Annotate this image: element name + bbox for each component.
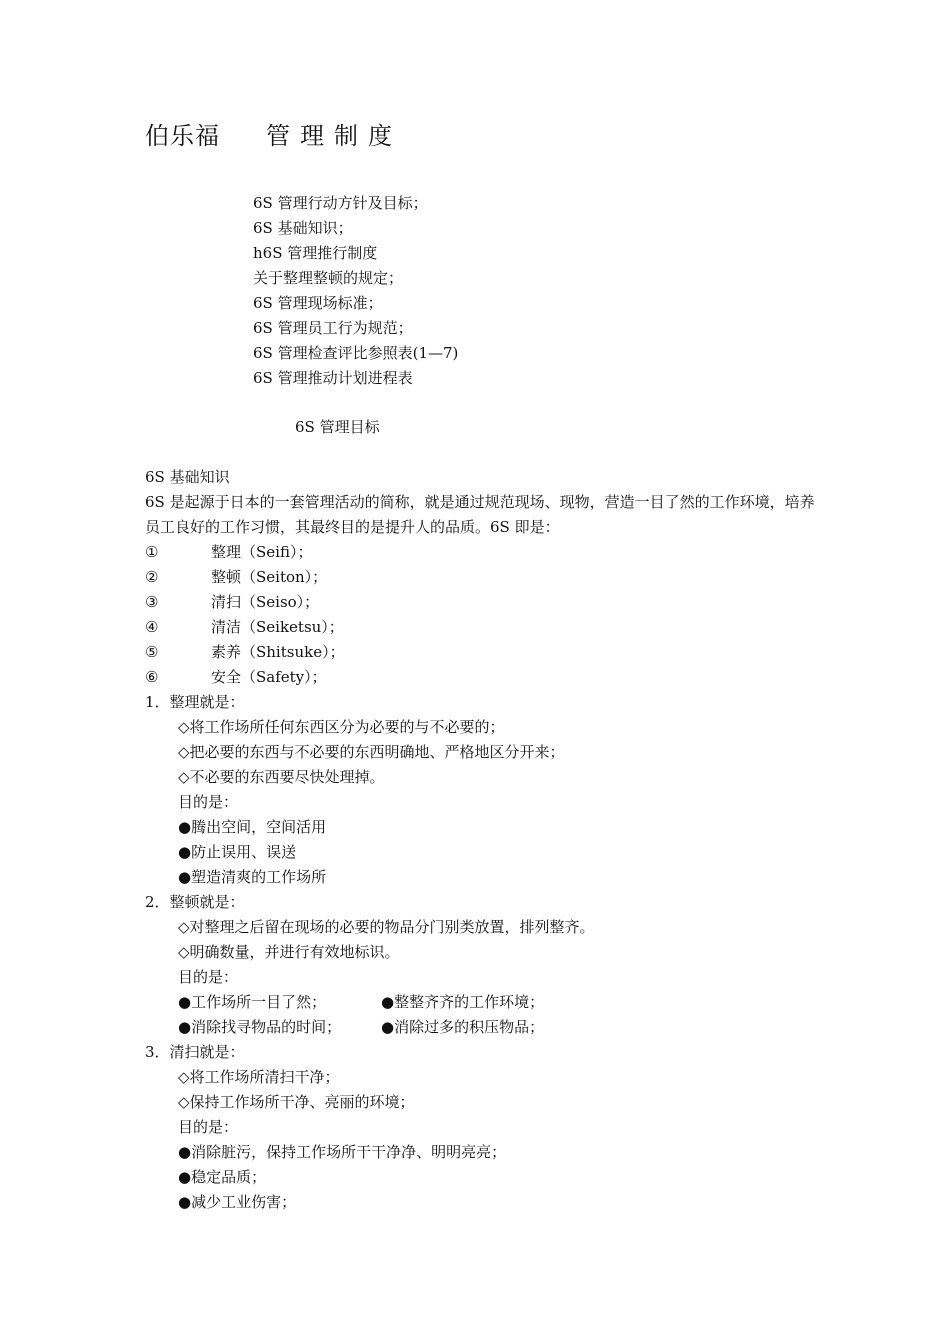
document-body — [145, 465, 815, 1215]
section-2-heading: 2．整顿就是： — [145, 893, 245, 911]
purpose-item: ●消除脏污，保持工作场所干干净净、明明亮亮； — [178, 1143, 507, 1161]
item-text: 清扫（Seiso）； — [211, 593, 320, 611]
purpose-item: ●塑造清爽的工作场所 — [178, 868, 327, 886]
list-item — [145, 665, 815, 690]
list-item — [145, 590, 815, 615]
page-title — [145, 116, 402, 151]
purpose-row — [145, 1015, 815, 1040]
bullet-point: ◇保持工作场所干净、亮丽的环境； — [178, 1093, 415, 1111]
item-number: ④ — [145, 618, 159, 636]
table-of-contents — [253, 191, 458, 391]
toc-item: 6S 管理员工行为规范； — [253, 319, 413, 337]
item-text: 素养（Shitsuke）； — [211, 643, 345, 661]
bullet-point: ◇明确数量，并进行有效地标识。 — [178, 943, 400, 961]
purpose-item: ●稳定品质； — [178, 1168, 267, 1186]
item-text: 整顿（Seiton）； — [211, 568, 328, 586]
bullet-point: ◇将工作场所任何东西区分为必要的与不必要的； — [178, 718, 505, 736]
item-text: 清洁（Seiketsu）； — [211, 618, 344, 636]
purpose-item: ●防止误用、误送 — [178, 843, 297, 861]
purpose-item: ●消除找寻物品的时间； — [178, 1018, 342, 1036]
item-number: ⑤ — [145, 643, 159, 661]
toc-item: 关于整理整顿的规定； — [253, 269, 404, 287]
item-number: ③ — [145, 593, 159, 611]
company-name: 伯乐福 — [145, 122, 220, 150]
toc-item: 6S 管理检查评比参照表(1—7) — [253, 344, 459, 362]
document-title: 管理制度 — [266, 122, 402, 150]
toc-item: h6S 管理推行制度 — [253, 244, 378, 262]
item-number: ⑥ — [145, 668, 159, 686]
purpose-label: 目的是： — [178, 793, 239, 811]
purpose-item: ●消除过多的积压物品； — [381, 1018, 545, 1036]
basics-heading: 6S 基础知识 — [145, 468, 230, 486]
list-item — [145, 615, 815, 640]
list-item — [145, 540, 815, 565]
item-text: 安全（Safety）； — [211, 668, 327, 686]
purpose-item: ●整整齐齐的工作环境； — [381, 993, 545, 1011]
purpose-item: ●工作场所一目了然； — [178, 993, 327, 1011]
toc-item: 6S 管理行动方针及目标； — [253, 194, 428, 212]
purpose-label: 目的是： — [178, 1118, 239, 1136]
bullet-point: ◇把必要的东西与不必要的东西明确地、严格地区分开来； — [178, 743, 565, 761]
list-item — [145, 640, 815, 665]
list-item — [145, 565, 815, 590]
purpose-row — [145, 990, 815, 1015]
toc-item: 6S 管理推动计划进程表 — [253, 369, 413, 387]
bullet-point: ◇不必要的东西要尽快处理掉。 — [178, 768, 385, 786]
bullet-point: ◇将工作场所清扫干净； — [178, 1068, 340, 1086]
item-number: ② — [145, 568, 159, 586]
toc-item: 6S 管理现场标准； — [253, 294, 383, 312]
section-3-heading: 3．清扫就是： — [145, 1043, 245, 1061]
basics-intro: 6S 是起源于日本的一套管理活动的简称，就是通过规范现场、现物，营造一目了然的工作环境，培养员工良好的工作习惯，其最终目的是提升人的品质。6S 即是： — [145, 493, 815, 536]
purpose-item: ●减少工业伤害； — [178, 1193, 297, 1211]
purpose-label: 目的是： — [178, 968, 239, 986]
item-text: 整理（Seifi）； — [211, 543, 313, 561]
section-1-heading: 1．整理就是： — [145, 693, 245, 711]
section-subtitle: 6S 管理目标 — [295, 418, 380, 436]
purpose-item: ●腾出空间，空间活用 — [178, 818, 327, 836]
toc-item: 6S 基础知识； — [253, 219, 353, 237]
bullet-point: ◇对整理之后留在现场的必要的物品分门别类放置，排列整齐。 — [178, 918, 595, 936]
item-number: ① — [145, 543, 159, 561]
